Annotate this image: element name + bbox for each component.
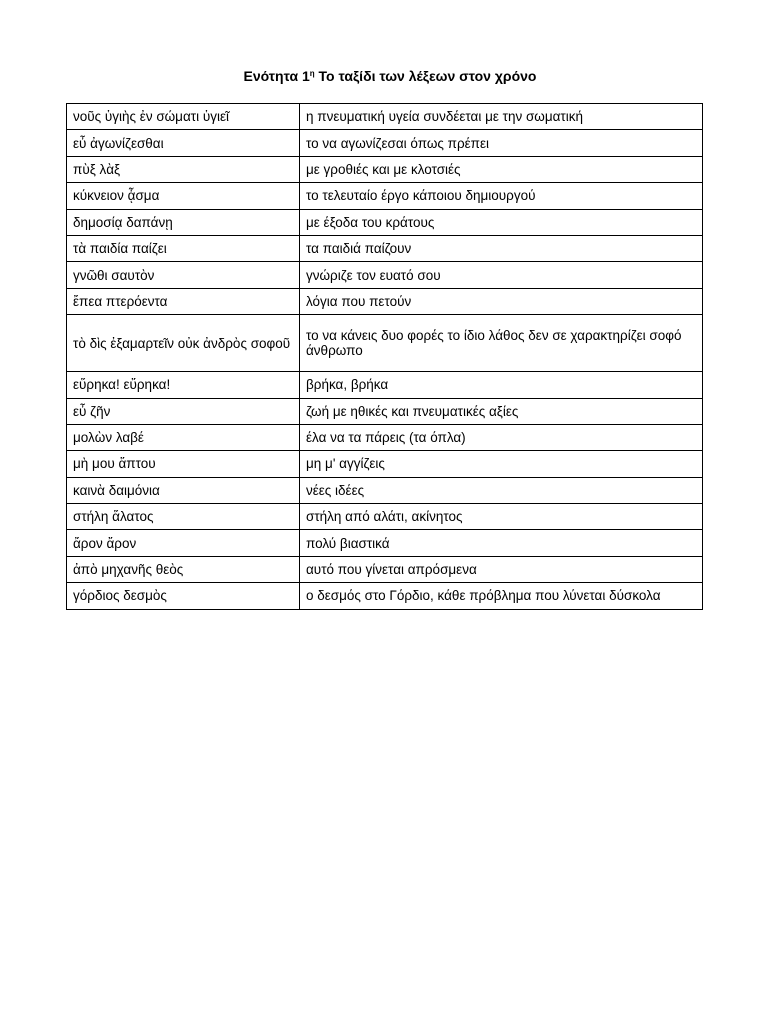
phrase-cell: στήλη ἅλατος: [67, 504, 300, 530]
table-row: [67, 315, 703, 372]
title-rest: Το ταξίδι των λέξεων στον χρόνο: [314, 68, 537, 84]
meaning-cell: βρήκα, βρήκα: [300, 372, 703, 398]
meaning-cell: με γροθιές και με κλοτσιές: [300, 156, 703, 182]
meaning-cell: γνώριζε τον ευατό σου: [300, 262, 703, 288]
phrase-cell: μολὼν λαβέ: [67, 424, 300, 450]
table-row: [67, 104, 703, 130]
meaning-cell: η πνευματική υγεία συνδέεται με την σωματική: [300, 104, 703, 130]
table-row: [67, 477, 703, 503]
phrase-cell: ἀπὸ μηχανῆς θεὸς: [67, 556, 300, 582]
phrase-cell: δημοσίᾳ δαπάνῃ: [67, 209, 300, 235]
title-superscript: η: [309, 69, 315, 78]
phrase-cell: ἄρον ἄρον: [67, 530, 300, 556]
meaning-cell: αυτό που γίνεται απρόσμενα: [300, 556, 703, 582]
table-row: [67, 530, 703, 556]
phrase-cell: πὺξ λὰξ: [67, 156, 300, 182]
table-row: [67, 183, 703, 209]
meaning-cell: στήλη από αλάτι, ακίνητος: [300, 504, 703, 530]
meaning-cell: πολύ βιαστικά: [300, 530, 703, 556]
phrase-cell: νοῦς ὑγιὴς ἐν σώματι ὑγιεῖ: [67, 104, 300, 130]
table-row: [67, 372, 703, 398]
table-row: [67, 262, 703, 288]
table-row: [67, 235, 703, 261]
phrase-cell: γνῶθι σαυτὸν: [67, 262, 300, 288]
table-row: [67, 451, 703, 477]
table-row: [67, 156, 703, 182]
phrase-cell: εὖ ἀγωνίζεσθαι: [67, 130, 300, 156]
meaning-cell: το να κάνεις δυο φορές το ίδιο λάθος δεν σε χαρακτηρίζει σοφό άνθρωπο: [300, 315, 703, 372]
table-row: [67, 209, 703, 235]
meaning-cell: νέες ιδέες: [300, 477, 703, 503]
meaning-cell: λόγια που πετούν: [300, 288, 703, 314]
table-row: [67, 556, 703, 582]
phrase-cell: κύκνειον ᾆσμα: [67, 183, 300, 209]
page-title: [0, 66, 768, 86]
phrase-cell: τὰ παιδία παίζει: [67, 235, 300, 261]
meaning-cell: το να αγωνίζεσαι όπως πρέπει: [300, 130, 703, 156]
title-main: Ενότητα 1: [243, 68, 310, 84]
table-row: [67, 288, 703, 314]
table-row: [67, 583, 703, 609]
table-row: [67, 398, 703, 424]
meaning-cell: το τελευταίο έργο κάποιου δημιουργού: [300, 183, 703, 209]
meaning-cell: ο δεσμός στο Γόρδιο, κάθε πρόβλημα που λύνεται δύσκολα: [300, 583, 703, 609]
meaning-cell: τα παιδιά παίζουν: [300, 235, 703, 261]
phrases-table: [66, 103, 703, 610]
phrase-cell: γόρδιος δεσμὸς: [67, 583, 300, 609]
phrase-cell: εὖ ζῆν: [67, 398, 300, 424]
table-row: [67, 424, 703, 450]
meaning-cell: με έξοδα του κράτους: [300, 209, 703, 235]
phrase-cell: εὕρηκα! εὕρηκα!: [67, 372, 300, 398]
meaning-cell: μη μ' αγγίζεις: [300, 451, 703, 477]
meaning-cell: έλα να τα πάρεις (τα όπλα): [300, 424, 703, 450]
meaning-cell: ζωή με ηθικές και πνευματικές αξίες: [300, 398, 703, 424]
table-row: [67, 504, 703, 530]
phrase-cell: καινὰ δαιμόνια: [67, 477, 300, 503]
phrase-cell: τὸ δὶς ἐξαμαρτεῖν οὐκ ἀνδρὸς σοφοῦ: [67, 315, 300, 372]
table-row: [67, 130, 703, 156]
phrase-cell: μὴ μου ἅπτου: [67, 451, 300, 477]
phrase-cell: ἔπεα πτερόεντα: [67, 288, 300, 314]
